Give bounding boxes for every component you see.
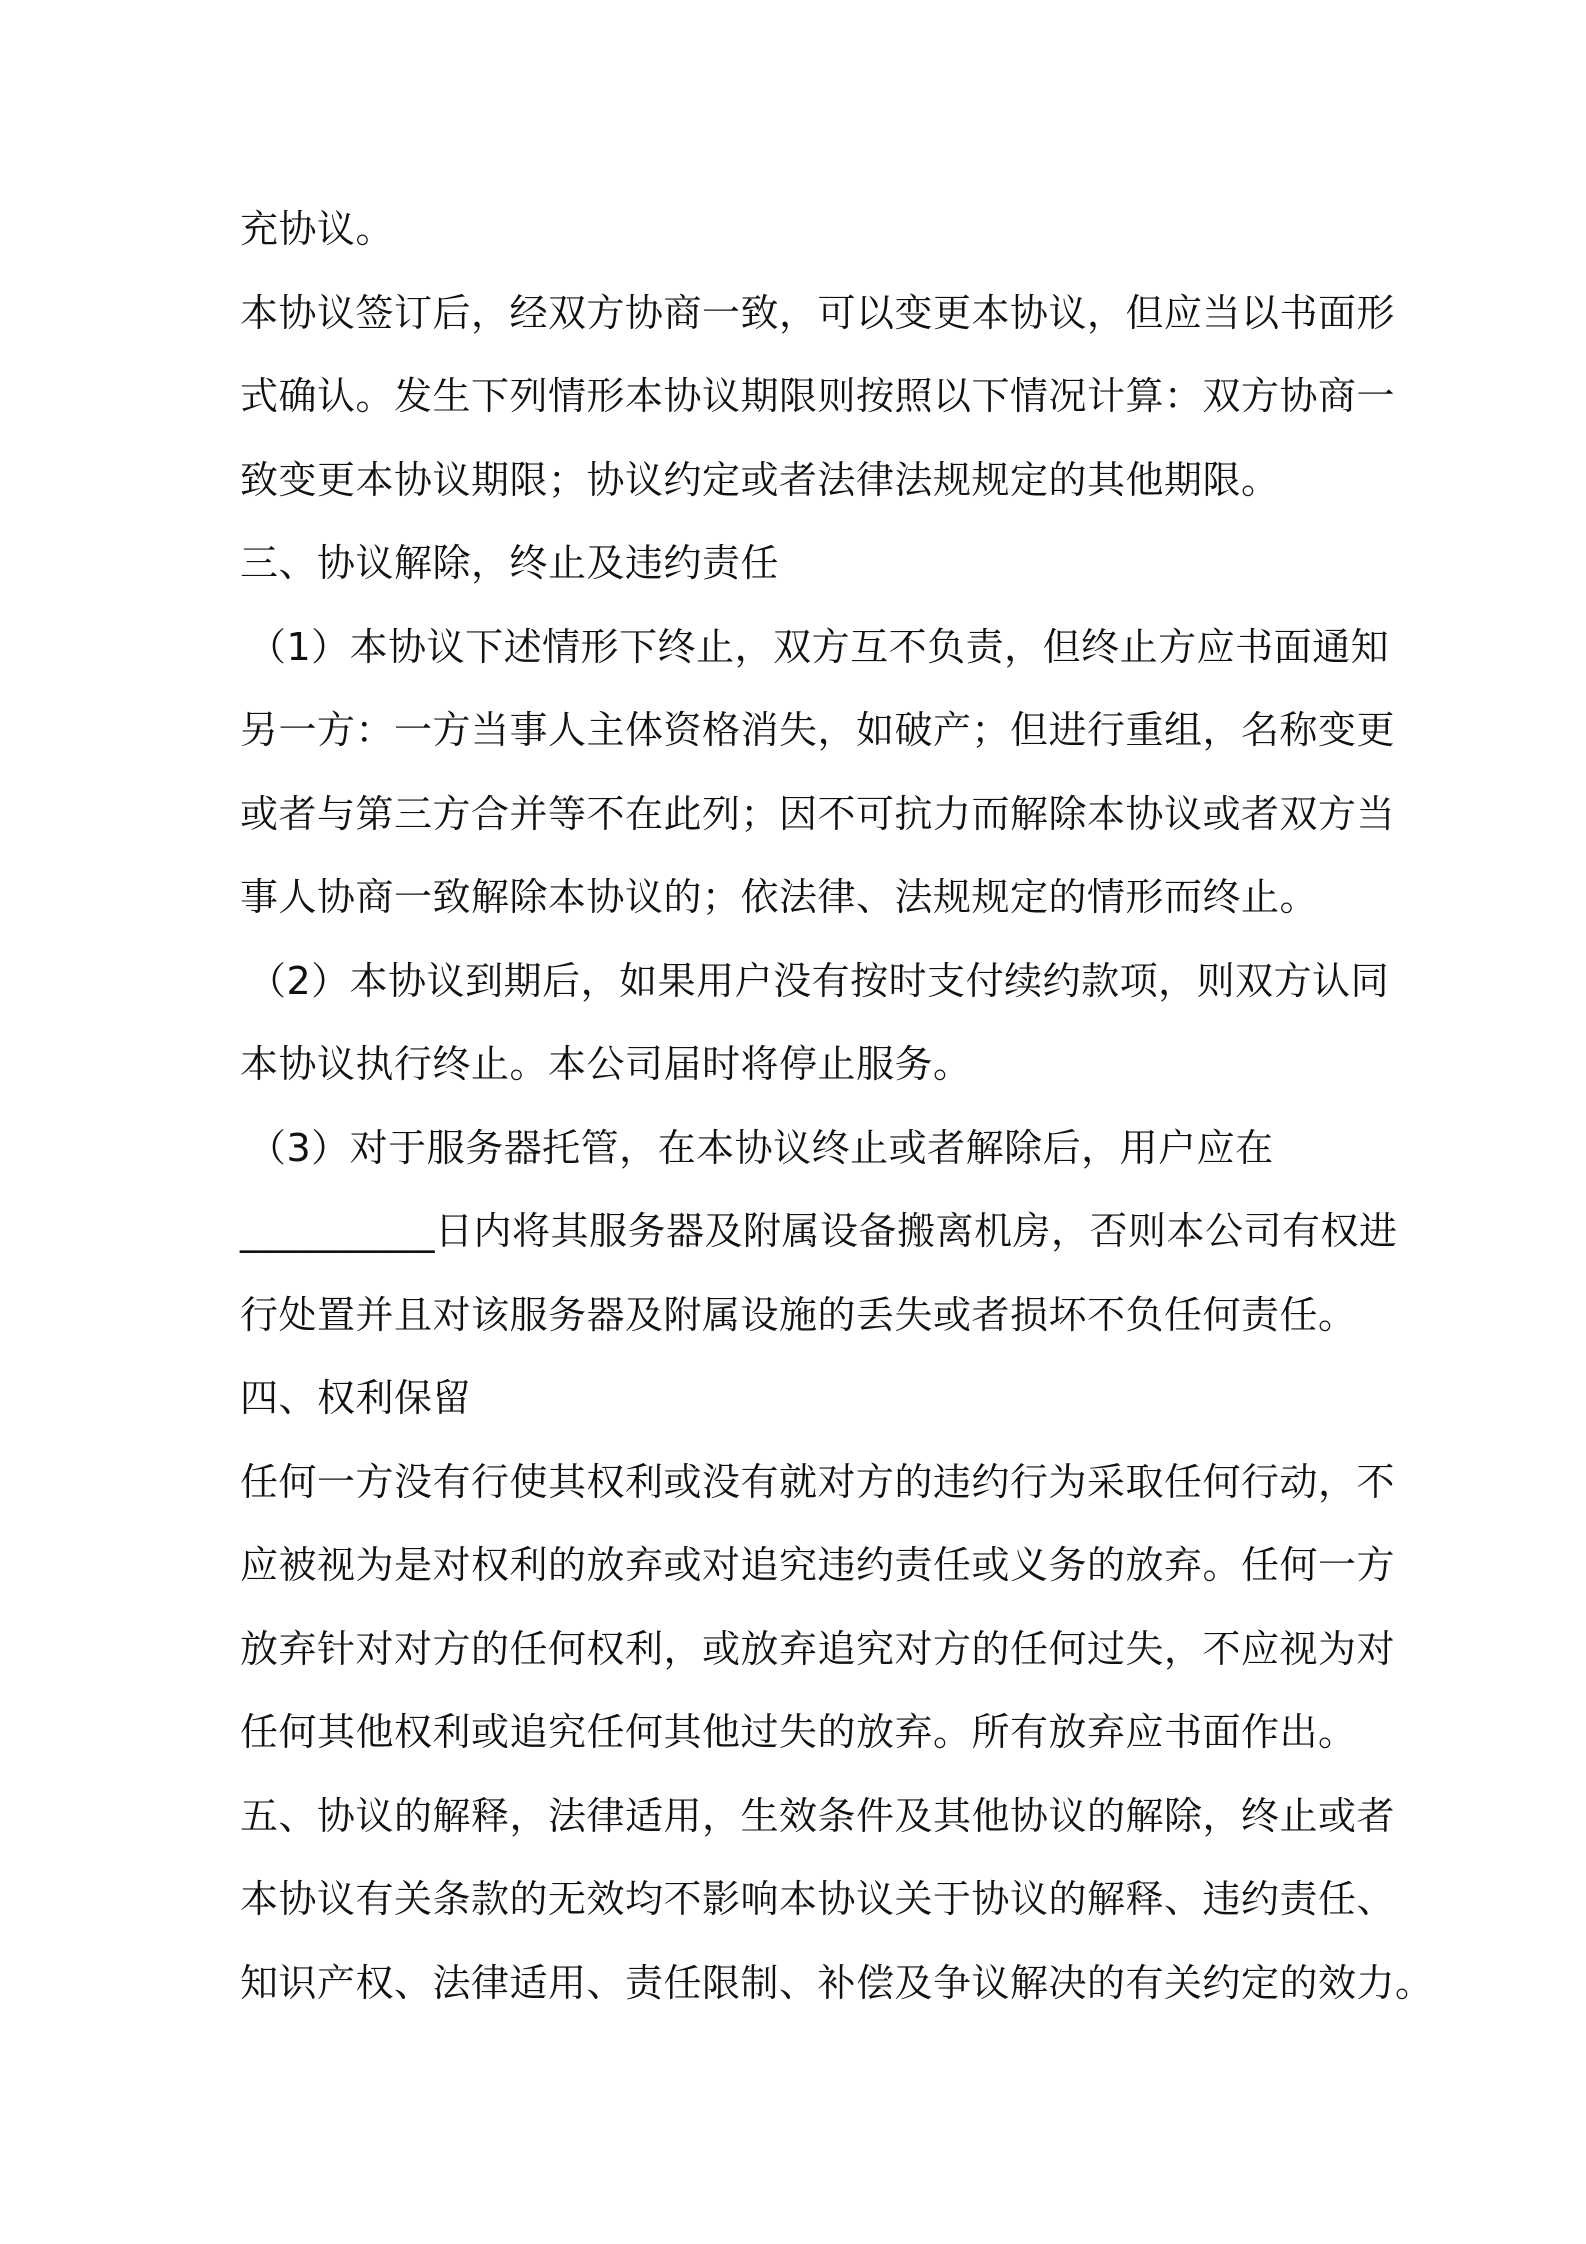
text-line: 事人协商一致解除本协议的；依法律、法规规定的情形而终止。 [240, 875, 1319, 919]
text-line: 任何一方没有行使其权利或没有就对方的违约行为采取任何行动，不 [240, 1459, 1396, 1504]
text-line: __________日内将其服务器及附属设备搬离机房，否则本公司有权进 [240, 1209, 1398, 1253]
text-line: 知识产权、法律适用、责任限制、补偿及争议解决的有关约定的效力。 [240, 1960, 1434, 2005]
section-heading: 五、协议的解释，法律适用，生效条件及其他协议的解除，终止或者 [240, 1793, 1396, 1838]
text-line: 或者与第三方合并等不在此列；因不可抗力而解除本协议或者双方当 [240, 791, 1396, 836]
text-line: 应被视为是对权利的放弃或对追究违约责任或义务的放弃。任何一方 [240, 1543, 1396, 1587]
text-line: 放弃针对对方的任何权利，或放弃追究对方的任何过失，不应视为对 [240, 1626, 1396, 1671]
text-line: 致变更本协议期限；协议约定或者法律法规规定的其他期限。 [240, 457, 1280, 502]
text-line: 充协议。 [240, 207, 395, 251]
text-line: 另一方：一方当事人主体资格消失，如破产；但进行重组，名称变更 [240, 708, 1396, 752]
text-line: 本协议签订后，经双方协商一致，可以变更本协议，但应当以书面形 [240, 290, 1396, 335]
section-heading: 四、权利保留 [240, 1376, 472, 1420]
clause-line: （3）对于服务器托管，在本协议终止或者解除后，用户应在 [248, 1125, 1274, 1170]
text-line: 行处置并且对该服务器及附属设施的丢失或者损坏不负任何责任。 [240, 1292, 1357, 1337]
text-line: 本协议有关条款的无效均不影响本协议关于协议的解释、违约责任、 [240, 1877, 1396, 1921]
clause-line: （1）本协议下述情形下终止，双方互不负责，但终止方应书面通知 [248, 624, 1390, 669]
text-line: 本协议执行终止。本公司届时将停止服务。 [240, 1042, 972, 1086]
document-body [240, 188, 1434, 2025]
clause-line: （2）本协议到期后，如果用户没有按时支付续约款项，则双方认同 [248, 958, 1390, 1003]
text-line: 式确认。发生下列情形本协议期限则按照以下情况计算：双方协商一 [240, 374, 1396, 418]
section-heading: 三、协议解除，终止及违约责任 [240, 541, 780, 585]
text-line: 任何其他权利或追究任何其他过失的放弃。所有放弃应书面作出。 [240, 1710, 1357, 1754]
